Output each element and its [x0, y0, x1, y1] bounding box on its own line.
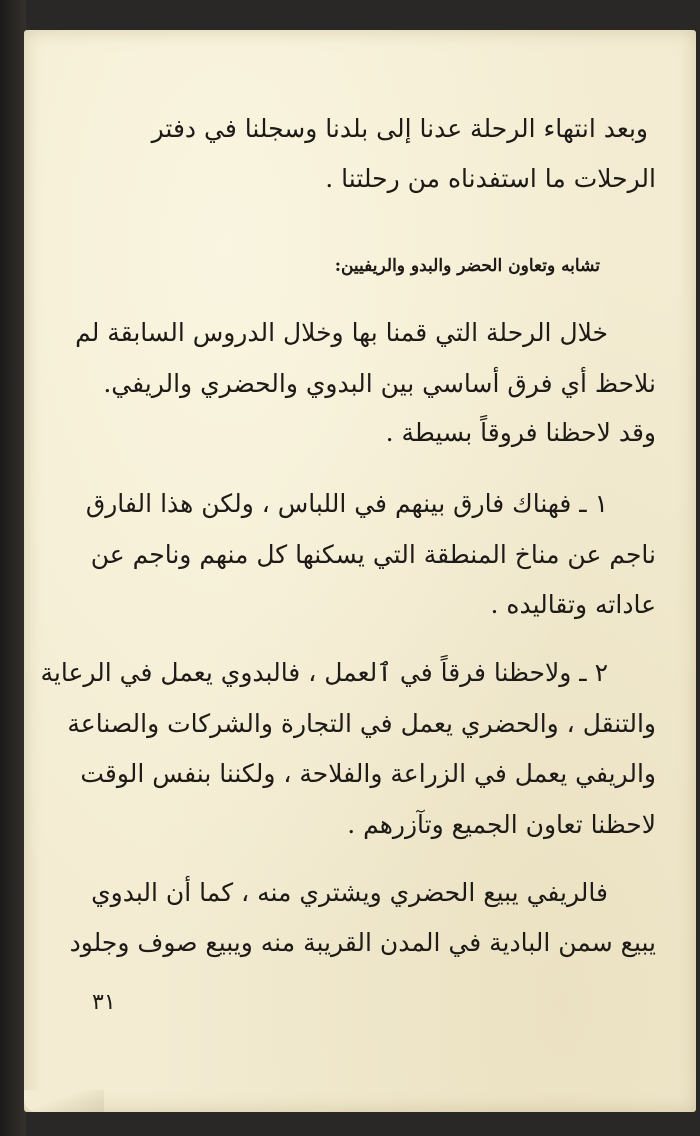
section-heading: تشابه وتعاون الحضر والبدو والريفيين: [334, 256, 600, 276]
paragraph-2-line-3: وقد لاحظنا فروقاً بسيطة . [385, 418, 656, 447]
paragraph-1-line-1: وبعد انتهاء الرحلة عدنا إلى بلدنا وسجلنا في دفتر [151, 114, 648, 143]
paragraph-2-line-2: نلاحظ أي فرق أساسي بين البدوي والحضري والريفي. [103, 369, 656, 398]
paragraph-2-line-1: خلال الرحلة التي قمنا بها وخلال الدروس السابقة لم [75, 318, 608, 347]
page-number: ٣١ [92, 990, 116, 1015]
paragraph-4-line-1: ٢ ـ ولاحظنا فرقاً في ٱلعمل ، فالبدوي يعمل في الرعاية [40, 658, 608, 687]
page-curl [24, 1090, 104, 1112]
paragraph-5-line-2: يبيع سمن البادية في المدن القريبة منه ويبيع صوف وجلود [69, 928, 656, 957]
paragraph-3-line-2: ناجم عن مناخ المنطقة التي يسكنها كل منهم وناجم عن [90, 540, 656, 569]
paragraph-1-line-2: الرحلات ما استفدناه من رحلتنا . [325, 164, 656, 193]
paragraph-5-line-1: فالريفي يبيع الحضري ويشتري منه ، كما أن البدوي [91, 878, 608, 907]
scan-background-edge [0, 0, 26, 1136]
paragraph-4-line-2: والتنقل ، والحضري يعمل في التجارة والشركات والصناعة [67, 709, 656, 738]
paragraph-3-line-3: عاداته وتقاليده . [490, 590, 656, 619]
paragraph-3-line-1: ١ ـ فهناك فارق بينهم في اللباس ، ولكن هذا الفارق [85, 489, 608, 518]
paragraph-4-line-3: والريفي يعمل في الزراعة والفلاحة ، ولكننا بنفس الوقت [80, 759, 656, 788]
paragraph-4-line-4: لاحظنا تعاون الجميع وتآزرهم . [347, 810, 656, 839]
